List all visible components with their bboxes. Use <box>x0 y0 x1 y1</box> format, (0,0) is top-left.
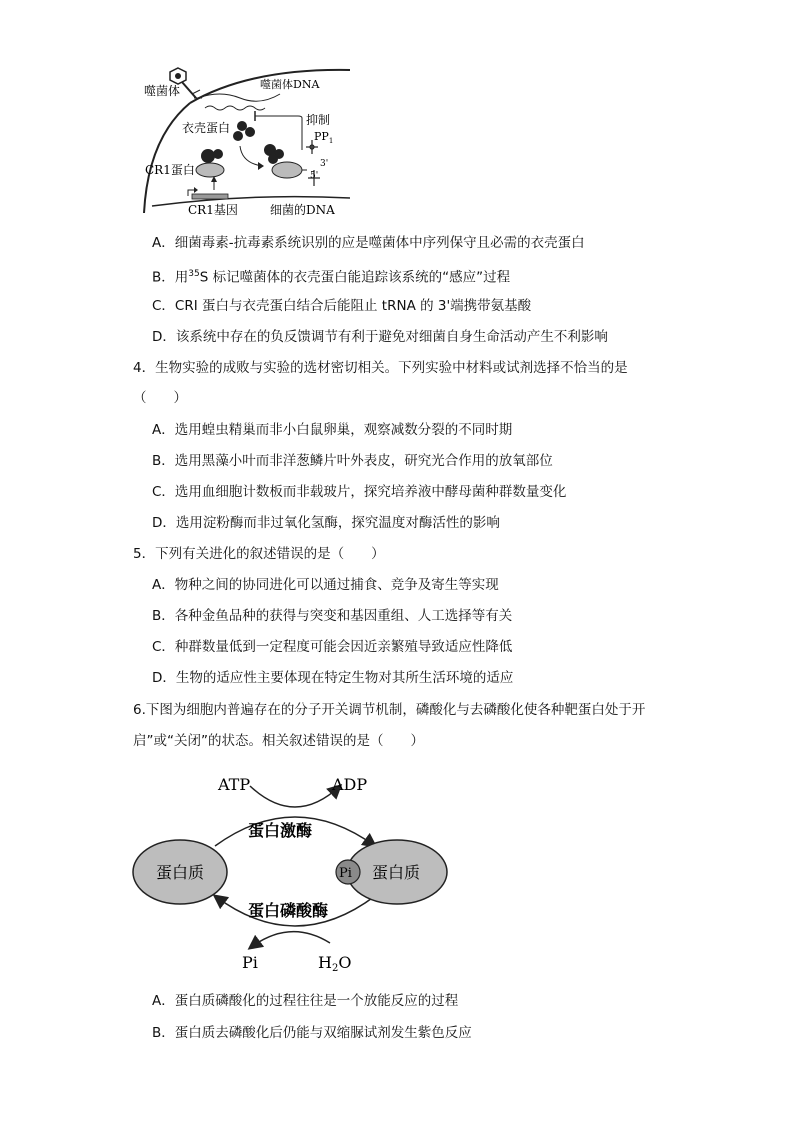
q5-option-d: D．生物的适应性主要体现在特定生物对其所生活环境的适应 <box>152 670 514 686</box>
label-bacterial-dna: 细菌的DNA <box>270 203 335 217</box>
q3-option-a: A．细菌毒素-抗毒素系统识别的应是噬菌体中序列保守且必需的衣壳蛋白 <box>152 235 585 251</box>
label-phosphatase: 蛋白磷酸酶 <box>248 901 329 920</box>
q4-option-c: C．选用血细胞计数板而非载玻片，探究培养液中酵母菌种群数量变化 <box>152 484 567 500</box>
q6-stem-line1: 6.下图为细胞内普遍存在的分子开关调节机制，磷酸化与去磷酸化使各种靶蛋白处于开 <box>133 702 646 718</box>
q4-paren: （ ） <box>133 390 187 406</box>
label-h2o: H2O <box>318 953 352 974</box>
q5-option-b: B．各种金鱼品种的获得与突变和基因重组、人工选择等有关 <box>152 608 513 624</box>
label-kinase: 蛋白激酶 <box>248 821 313 840</box>
q6-option-b: B．蛋白质去磷酸化后仍能与双缩脲试剂发生紫色反应 <box>152 1025 472 1041</box>
label-cr1-gene: CR1基因 <box>188 203 238 217</box>
q4-stem: 4．生物实验的成败与实验的选材密切相关。下列实验中材料或试剂选择不恰当的是 <box>133 360 628 376</box>
atp-adp-arc <box>250 786 340 807</box>
label-3prime: 3' <box>320 159 329 169</box>
q4-option-d: D．选用淀粉酶而非过氧化氢酶，探究温度对酶活性的影响 <box>152 515 500 531</box>
cr1-gene-icon <box>188 187 228 199</box>
q3-b-sup: 35 <box>188 269 200 279</box>
q3-b-prefix: B．用 <box>152 269 189 286</box>
label-pi-tag: Pi <box>339 866 352 881</box>
phage-dna-strand <box>198 94 280 101</box>
cr1-coat-complex-icon <box>264 144 302 178</box>
label-protein-right: 蛋白质 <box>372 863 421 882</box>
q4-option-a: A．选用蝗虫精巢而非小白鼠卵巢，观察减数分裂的不同时期 <box>152 422 513 438</box>
cr1-protein-complex-icon <box>196 149 224 177</box>
label-adp: ADP <box>332 775 368 794</box>
inhibition-line <box>255 116 302 150</box>
q5-option-c: C．种群数量低到一定程度可能会因近亲繁殖导致适应性降低 <box>152 639 513 655</box>
label-phage-dna: 噬菌体DNA <box>260 78 320 91</box>
label-pp: $PP_1$ <box>314 130 334 145</box>
mrna-wave <box>205 106 265 110</box>
q5-option-a: A．物种之间的协同进化可以通过捕食、竞争及寄生等实现 <box>152 577 499 593</box>
h2o-pi-arc <box>250 932 330 948</box>
q6-option-a: A．蛋白质磷酸化的过程往往是一个放能反应的过程 <box>152 993 459 1009</box>
q3-option-b <box>152 264 510 288</box>
q5-stem: 5．下列有关进化的叙述错误的是（ ） <box>133 546 385 562</box>
q4-option-b: B．选用黑藻小叶而非洋葱鳞片叶外表皮，研究光合作用的放氧部位 <box>152 453 553 469</box>
label-coat-protein: 衣壳蛋白 <box>182 121 231 135</box>
phage-toxin-diagram <box>130 58 360 220</box>
q3-option-c: C．CRI 蛋白与衣壳蛋白结合后能阻止 tRNA 的 3'端携带氨基酸 <box>152 298 532 314</box>
label-atp: ATP <box>218 775 251 794</box>
label-protein-left: 蛋白质 <box>156 863 205 882</box>
q3-b-rest: S 标记噬菌体的衣壳蛋白能追踪该系统的“感应”过程 <box>199 269 511 286</box>
coat-protein-icon <box>233 121 255 141</box>
q6-stem-line2: 启”或“关闭”的状态。相关叙述错误的是（ ） <box>133 733 424 749</box>
label-inhibit: 抑制 <box>306 113 331 127</box>
cell-membrane-left <box>144 103 190 213</box>
label-5prime: 5' <box>310 171 319 181</box>
label-pi: Pi <box>242 953 258 972</box>
phosphorylation-diagram <box>130 768 460 978</box>
label-cr1-protein: CR1蛋白 <box>145 163 195 177</box>
q3-option-d: D．该系统中存在的负反馈调节有利于避免对细菌自身生命活动产生不利影响 <box>152 329 608 345</box>
label-phage: 噬菌体 <box>144 84 181 98</box>
